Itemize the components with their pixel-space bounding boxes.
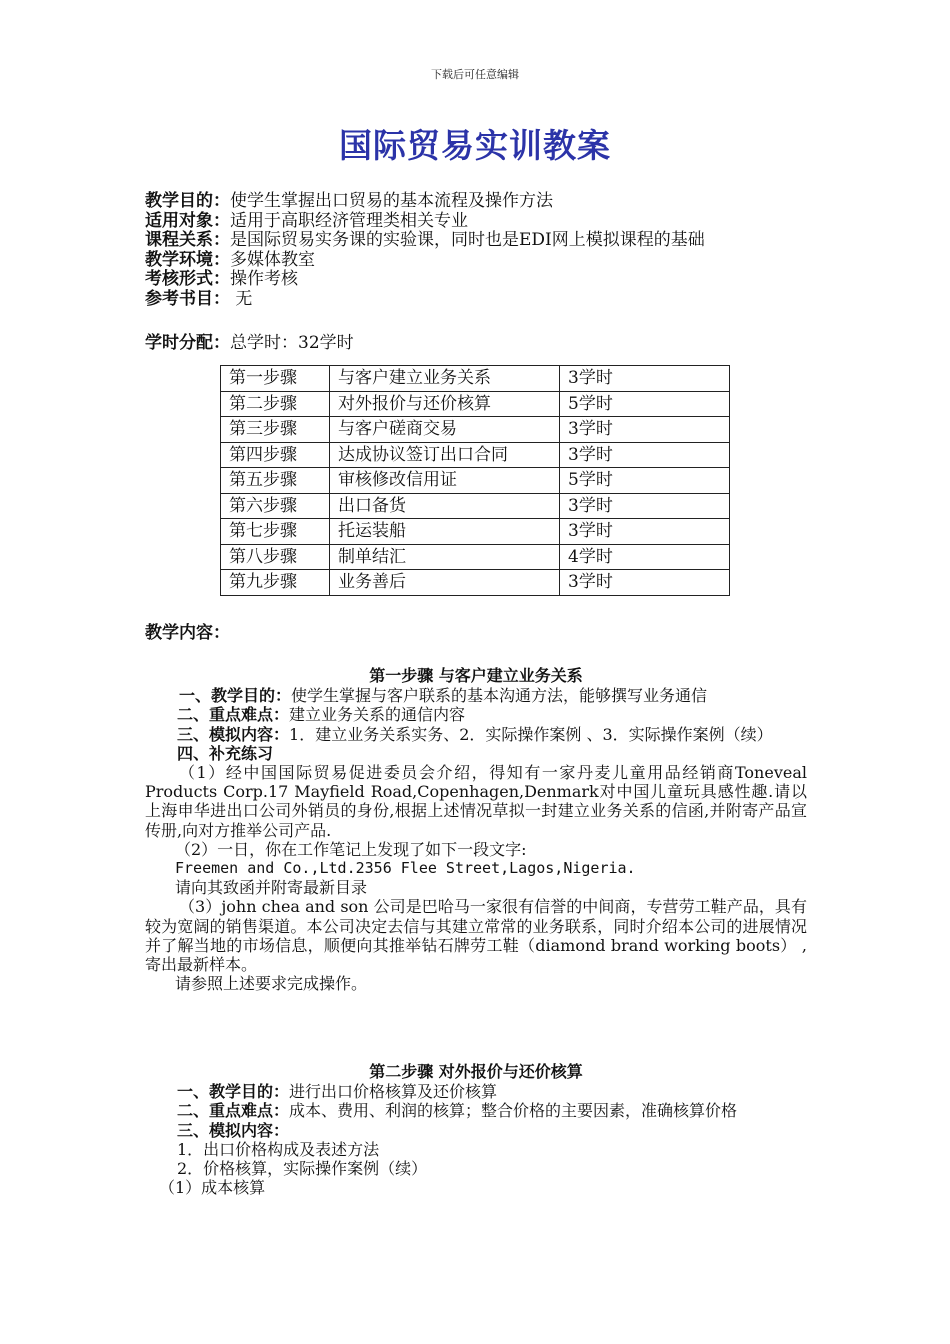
step-name-cell: 审核修改信用证 [330,468,560,494]
step-cell: 第三步骤 [221,417,330,443]
hours-label: 学时分配： [145,333,230,353]
section-step-two [145,1062,807,1197]
info-row-audience [145,212,825,232]
section-title: 第一步骤 与客户建立业务关系 [369,666,583,685]
step-name-cell: 与客户建立业务关系 [330,366,560,392]
info-label: 适用对象： [145,210,230,231]
hours-allocation [145,328,354,353]
step-hours-cell: 3学时 [560,493,730,519]
info-label: 参考书目： [145,288,230,309]
key-label: 二、重点难点： [177,1101,290,1121]
step-cell: 第二步骤 [221,391,330,417]
table-row [221,391,730,417]
exercise-1: （1）经中国国际贸易促进委员会介绍，得知有一家丹麦儿童用品经销商Toneveal Products Corp.17 Mayfield Road,Copenhagen,Denmark对中国儿童玩具感性趣.请以上海申华进出口公司外销员的身份,根据上述情况草拟一封建立业务关系的信函,并附寄产品宣传册,向对方推举公司产品. [145,763,807,840]
exercise-closing: 请参照上述要求完成操作。 [175,974,368,994]
section-key-points [145,705,807,724]
step-name-cell: 与客户磋商交易 [330,417,560,443]
section-key-points [145,1101,807,1120]
info-row-relation [145,231,825,251]
course-info-block [145,192,825,309]
step-hours-cell: 3学时 [560,417,730,443]
info-value: 是国际贸易实务课的实验课，同时也是EDI网上模拟课程的基础 [230,230,705,250]
section-title: 第二步骤 对外报价与还价核算 [369,1062,583,1081]
key-text: 成本、费用、利润的核算；整合价格的主要因素，准确核算价格 [289,1101,738,1121]
step-cell: 第七步骤 [221,519,330,545]
list-item: （1）成本核算 [159,1178,266,1198]
step-cell: 第四步骤 [221,442,330,468]
step-cell: 第八步骤 [221,544,330,570]
table-row [221,493,730,519]
goal-label: 一、教学目的： [179,686,292,706]
step-cell: 第五步骤 [221,468,330,494]
step-name-cell: 对外报价与还价核算 [330,391,560,417]
exercise-heading: 四、补充练习 [177,743,274,763]
table-row [221,468,730,494]
step-hours-cell: 3学时 [560,570,730,596]
info-label: 教学环境： [145,249,230,270]
info-row-environment [145,251,825,271]
info-value: 无 [230,288,253,309]
step-cell: 第九步骤 [221,570,330,596]
list-item: 1．出口价格构成及表述方法 [177,1139,380,1159]
table-row [221,366,730,392]
steps-table [220,365,730,596]
document-title: 国际贸易实训教案 [339,126,611,165]
sim-label: 三、模拟内容： [177,1120,290,1140]
table-row [221,519,730,545]
step-hours-cell: 5学时 [560,391,730,417]
info-row-purpose [145,192,825,212]
section-goal [145,1082,807,1101]
step-hours-cell: 4学时 [560,544,730,570]
info-value: 适用于高职经济管理类相关专业 [230,210,468,231]
table-row [221,417,730,443]
step-cell: 第一步骤 [221,366,330,392]
info-label: 考核形式： [145,269,230,289]
step-hours-cell: 3学时 [560,442,730,468]
step-hours-cell: 3学时 [560,519,730,545]
section-simulation [145,725,807,744]
step-hours-cell: 3学时 [560,366,730,392]
teaching-content-label: 教学内容： [145,623,230,643]
step-name-cell: 达成协议签订出口合同 [330,442,560,468]
table-row [221,544,730,570]
step-name-cell: 业务善后 [330,570,560,596]
step-name-cell: 托运装船 [330,519,560,545]
info-label: 课程关系： [145,230,230,250]
info-value: 使学生掌握出口贸易的基本流程及操作方法 [230,191,553,211]
step-hours-cell: 5学时 [560,468,730,494]
section-goal [145,686,807,705]
exercise-2-address: Freemen and Co.,Ltd.2356 Flee Street,Lagos,Nigeria. [175,859,636,878]
info-row-references [145,290,825,310]
exercise-3: （3）john chea and son 公司是巴哈马一家很有信誉的中间商，专营劳工鞋产品，具有较为宽阔的销售渠道。本公司决定去信与其建立常常的业务联系，同时介绍本公司的进展情况并了解当地的市场信息，顺便向其推举钻石牌劳工鞋（diamond brand working boots） ,寄出最新样本。 [145,897,807,975]
step-name-cell: 出口备货 [330,493,560,519]
sim-text: 1．建立业务关系实务、2．实际操作案例 、3．实际操作案例（续） [289,724,773,744]
goal-text: 进行出口价格核算及还价核算 [289,1082,498,1102]
page-header-note: 下载后可任意编辑 [431,68,519,81]
info-value: 操作考核 [230,269,298,289]
table-row [221,442,730,468]
exercise-2-request: 请向其致函并附寄最新目录 [175,878,368,898]
list-item: 2．价格核算，实际操作案例（续） [177,1159,428,1179]
table-row [221,570,730,596]
key-label: 二、重点难点： [177,705,290,725]
info-label: 教学目的： [145,191,230,211]
section-step-one [145,666,807,993]
exercise-2: （2）一日，你在工作笔记上发现了如下一段文字: [175,839,527,859]
goal-text: 使学生掌握与客户联系的基本沟通方法，能够撰写业务通信 [291,686,708,706]
hours-value: 总学时：32学时 [230,333,354,353]
sim-label: 三、模拟内容： [177,724,290,744]
step-cell: 第六步骤 [221,493,330,519]
info-row-assessment [145,270,825,290]
step-name-cell: 制单结汇 [330,544,560,570]
info-value: 多媒体教室 [230,249,315,270]
goal-label: 一、教学目的： [177,1082,290,1102]
key-text: 建立业务关系的通信内容 [289,705,466,725]
